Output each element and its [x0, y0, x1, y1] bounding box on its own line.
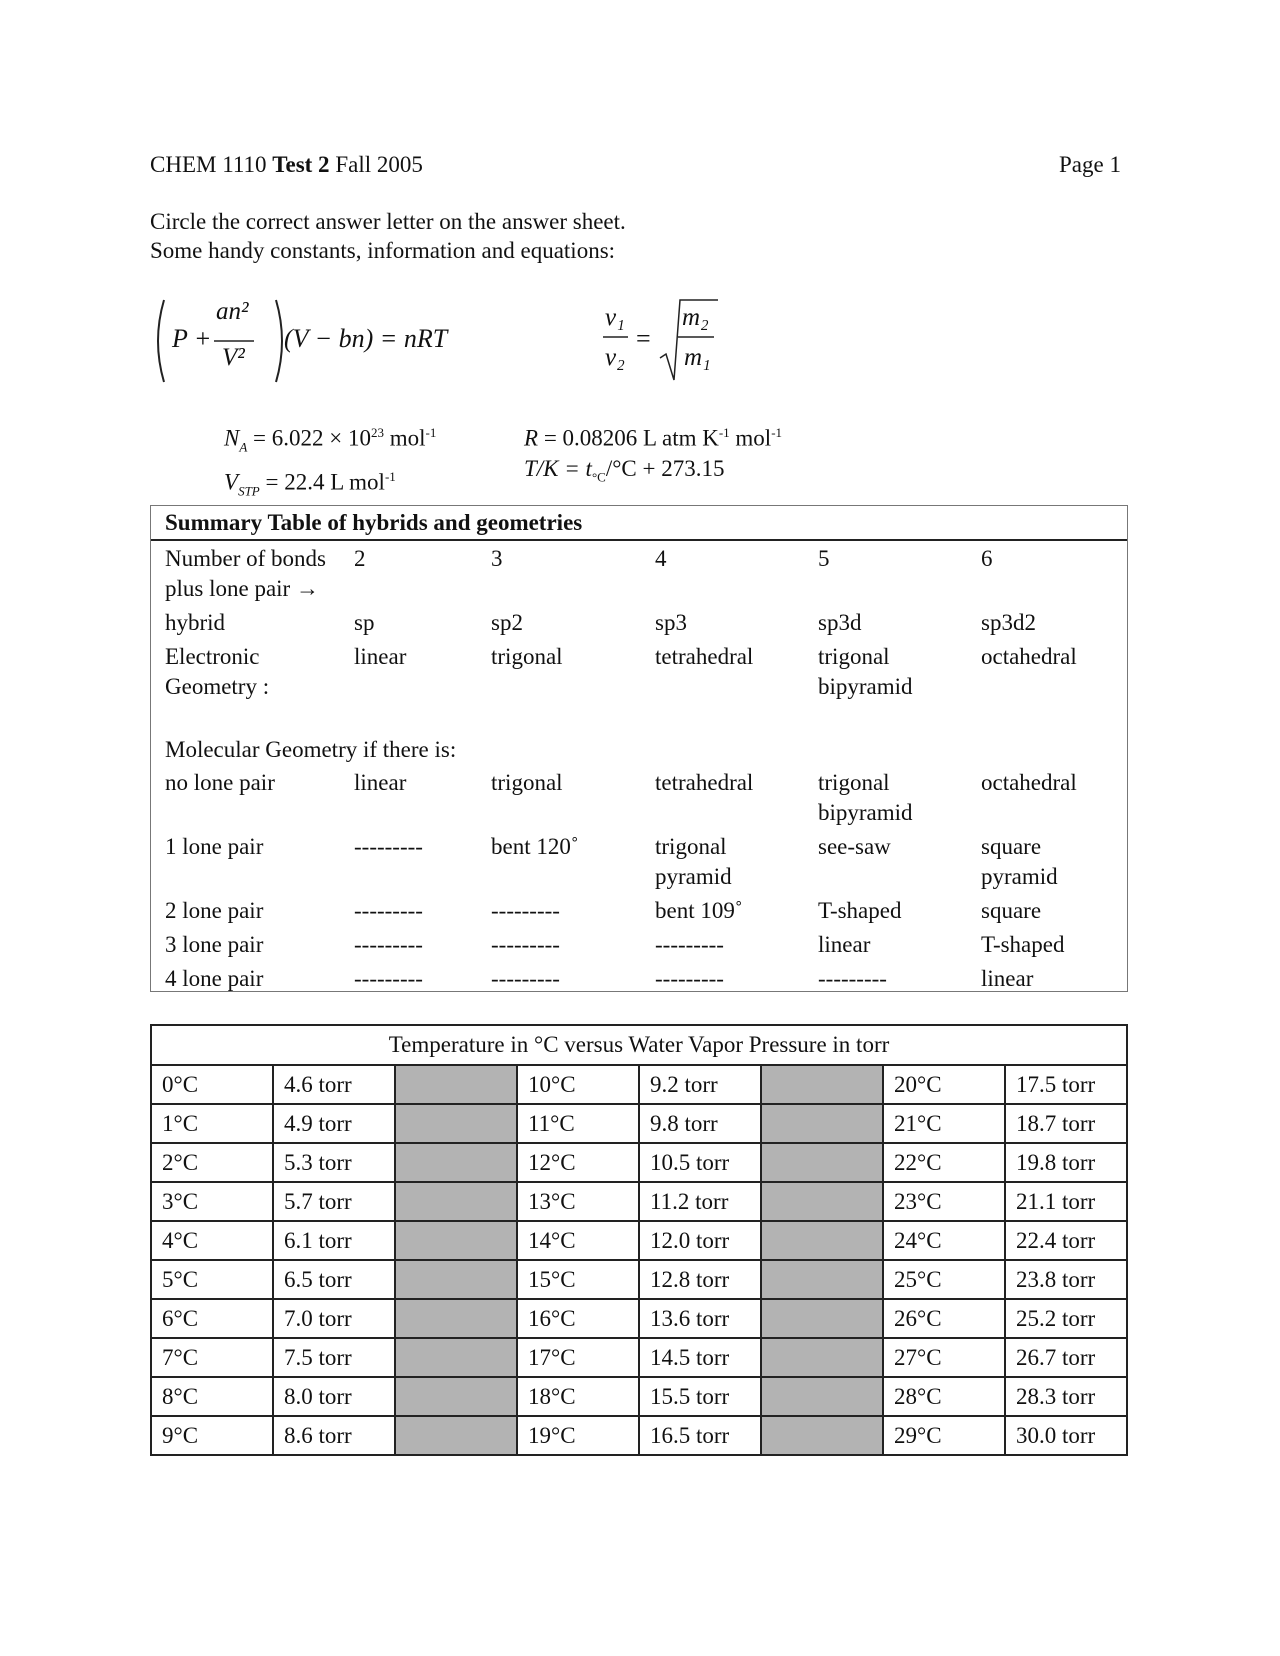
- geometry-cell: trigonal: [491, 770, 563, 795]
- geometry-cell: ---------: [818, 966, 887, 991]
- geometry-cell: see-saw: [818, 834, 891, 859]
- pressure-cell: 19.8 torr: [1005, 1143, 1127, 1182]
- spacer-cell: [395, 1377, 517, 1416]
- geometry-cell: linear: [818, 932, 871, 957]
- constants-right: [524, 418, 782, 492]
- pressure-cell: 13.6 torr: [639, 1299, 761, 1338]
- bonds-3: 3: [491, 546, 503, 571]
- pressure-cell: 12.8 torr: [639, 1260, 761, 1299]
- graham-v1: v₁: [605, 304, 625, 331]
- table-row: [151, 1143, 1127, 1182]
- electronic-2: linear: [354, 644, 407, 669]
- temperature-cell: 15°C: [517, 1260, 639, 1299]
- pressure-cell: 23.8 torr: [1005, 1260, 1127, 1299]
- temperature-conversion: $T/K = t_{^\circ C}/^\circ C + 273.15$: [524, 455, 725, 485]
- table-row: [151, 1260, 1127, 1299]
- pressure-cell: 8.6 torr: [273, 1416, 395, 1455]
- instructions: [150, 207, 626, 265]
- grahams-law-equation: [600, 296, 730, 386]
- vapor-table-title: Temperature in °C versus Water Vapor Pressure in torr: [151, 1025, 1127, 1065]
- summary-table: [150, 505, 1128, 992]
- vdw-rest: (V − bn) = nRT: [284, 324, 448, 353]
- avogadro-constant: $N_A = 6.022 \times 10^{23}$ mol$^{-1}$: [224, 425, 437, 455]
- temperature-cell: 21°C: [883, 1104, 1005, 1143]
- summary-title-rule: [151, 539, 1127, 541]
- spacer-cell: [761, 1104, 883, 1143]
- molecular-heading: Molecular Geometry if there is:: [165, 737, 457, 762]
- table-row: [151, 1416, 1127, 1455]
- temperature-cell: 2°C: [151, 1143, 273, 1182]
- pressure-cell: 28.3 torr: [1005, 1377, 1127, 1416]
- constants-left: [224, 418, 436, 507]
- pressure-cell: 4.9 torr: [273, 1104, 395, 1143]
- pressure-cell: 5.3 torr: [273, 1143, 395, 1182]
- lone-pair-row-label: 3 lone pair: [165, 932, 264, 957]
- spacer-cell: [395, 1416, 517, 1455]
- molar-volume-stp: $V_{STP} = 22.4$ L mol$^{-1}$: [224, 469, 396, 499]
- table-row: [151, 1182, 1127, 1221]
- geometry-cell: linear: [981, 966, 1034, 991]
- vdw-numerator: an²: [216, 298, 249, 325]
- bonds-label-2: plus lone pair →: [165, 576, 319, 601]
- spacer-cell: [395, 1260, 517, 1299]
- electronic-5-extra: bipyramid: [818, 674, 913, 699]
- temperature-cell: 9°C: [151, 1416, 273, 1455]
- pressure-cell: 9.8 torr: [639, 1104, 761, 1143]
- table-row: [151, 1299, 1127, 1338]
- pressure-cell: 6.1 torr: [273, 1221, 395, 1260]
- geometry-cell: ---------: [491, 898, 560, 923]
- temperature-cell: 0°C: [151, 1065, 273, 1104]
- bonds-2: 2: [354, 546, 366, 571]
- pressure-cell: 12.0 torr: [639, 1221, 761, 1260]
- temperature-cell: 17°C: [517, 1338, 639, 1377]
- temperature-cell: 16°C: [517, 1299, 639, 1338]
- vdw-denominator: V²: [222, 344, 245, 371]
- temperature-cell: 12°C: [517, 1143, 639, 1182]
- temperature-cell: 3°C: [151, 1182, 273, 1221]
- spacer-cell: [395, 1065, 517, 1104]
- table-row: [151, 1104, 1127, 1143]
- electronic-6: octahedral: [981, 644, 1077, 669]
- graham-m2: m₂: [682, 304, 709, 331]
- spacer-cell: [761, 1065, 883, 1104]
- spacer-cell: [761, 1143, 883, 1182]
- page-number: Page 1: [1059, 152, 1121, 177]
- pressure-cell: 22.4 torr: [1005, 1221, 1127, 1260]
- lone-pair-row-label: no lone pair: [165, 770, 275, 795]
- pressure-cell: 6.5 torr: [273, 1260, 395, 1299]
- lone-pair-row-label: 1 lone pair: [165, 834, 264, 859]
- hybrid-label: hybrid: [165, 610, 226, 635]
- temperature-cell: 6°C: [151, 1299, 273, 1338]
- temperature-cell: 26°C: [883, 1299, 1005, 1338]
- test-title: Test 2: [272, 152, 330, 177]
- spacer-cell: [395, 1221, 517, 1260]
- table-row: [151, 1377, 1127, 1416]
- lone-pair-row-label: 2 lone pair: [165, 898, 264, 923]
- table-row: [151, 1338, 1127, 1377]
- geometry-cell: ---------: [354, 966, 423, 991]
- spacer-cell: [395, 1299, 517, 1338]
- temperature-cell: 29°C: [883, 1416, 1005, 1455]
- pressure-cell: 18.7 torr: [1005, 1104, 1127, 1143]
- spacer-cell: [395, 1143, 517, 1182]
- vapor-pressure-table: [150, 1024, 1128, 1456]
- geometry-cell: square pyramid: [981, 834, 1058, 889]
- temperature-cell: 18°C: [517, 1377, 639, 1416]
- geometry-cell: bent 109˚: [655, 898, 743, 923]
- temperature-cell: 20°C: [883, 1065, 1005, 1104]
- temperature-cell: 28°C: [883, 1377, 1005, 1416]
- geometry-cell: trigonal bipyramid: [818, 770, 913, 825]
- hybrid-sp3d: sp3d: [818, 610, 862, 635]
- temperature-cell: 19°C: [517, 1416, 639, 1455]
- graham-v2: v₂: [605, 344, 625, 371]
- temperature-cell: 13°C: [517, 1182, 639, 1221]
- geometry-cell: trigonal pyramid: [655, 834, 732, 889]
- pressure-cell: 11.2 torr: [639, 1182, 761, 1221]
- temperature-cell: 14°C: [517, 1221, 639, 1260]
- term: Fall 2005: [335, 152, 423, 177]
- spacer-cell: [761, 1182, 883, 1221]
- spacer-cell: [761, 1416, 883, 1455]
- pressure-cell: 26.7 torr: [1005, 1338, 1127, 1377]
- temperature-cell: 10°C: [517, 1065, 639, 1104]
- electronic-label-2: Geometry :: [165, 674, 270, 699]
- spacer-cell: [761, 1299, 883, 1338]
- instruction-line-1: Circle the correct answer letter on the answer sheet.: [150, 209, 626, 234]
- summary-title: Summary Table of hybrids and geometries: [165, 510, 583, 535]
- pressure-cell: 5.7 torr: [273, 1182, 395, 1221]
- temperature-cell: 7°C: [151, 1338, 273, 1377]
- pressure-cell: 8.0 torr: [273, 1377, 395, 1416]
- geometry-cell: ---------: [655, 932, 724, 957]
- pressure-cell: 7.0 torr: [273, 1299, 395, 1338]
- page-header: [150, 152, 423, 178]
- spacer-cell: [395, 1338, 517, 1377]
- pressure-cell: 30.0 torr: [1005, 1416, 1127, 1455]
- temperature-cell: 4°C: [151, 1221, 273, 1260]
- geometry-cell: ---------: [354, 932, 423, 957]
- hybrid-sp: sp: [354, 610, 375, 635]
- bonds-5: 5: [818, 546, 830, 571]
- geometry-cell: ---------: [655, 966, 724, 991]
- pressure-cell: 25.2 torr: [1005, 1299, 1127, 1338]
- temperature-cell: 27°C: [883, 1338, 1005, 1377]
- course-code: CHEM 1110: [150, 152, 267, 177]
- gas-constant: R = 0.08206 L atm $K^{-1}$ mol$^{-1}$: [524, 425, 783, 451]
- lone-pair-row-label: 4 lone pair: [165, 966, 264, 991]
- geometry-cell: T-shaped: [981, 932, 1065, 957]
- geometry-cell: tetrahedral: [655, 770, 754, 795]
- geometry-cell: square: [981, 898, 1042, 923]
- table-row: [151, 1065, 1127, 1104]
- pressure-cell: 21.1 torr: [1005, 1182, 1127, 1221]
- temperature-cell: 24°C: [883, 1221, 1005, 1260]
- bonds-4: 4: [655, 546, 667, 571]
- geometry-cell: ---------: [354, 834, 423, 859]
- temperature-cell: 5°C: [151, 1260, 273, 1299]
- table-row: [151, 1221, 1127, 1260]
- hybrid-sp3d2: sp3d2: [981, 610, 1036, 635]
- geometry-cell: bent 120˚: [491, 834, 579, 859]
- geometry-cell: octahedral: [981, 770, 1077, 795]
- temperature-cell: 25°C: [883, 1260, 1005, 1299]
- electronic-4: tetrahedral: [655, 644, 754, 669]
- pressure-cell: 15.5 torr: [639, 1377, 761, 1416]
- pressure-cell: 4.6 torr: [273, 1065, 395, 1104]
- geometry-cell: ---------: [354, 898, 423, 923]
- electronic-5: trigonal: [818, 644, 890, 669]
- spacer-cell: [761, 1260, 883, 1299]
- spacer-cell: [395, 1104, 517, 1143]
- pressure-cell: 7.5 torr: [273, 1338, 395, 1377]
- temperature-cell: 8°C: [151, 1377, 273, 1416]
- geometry-cell: ---------: [491, 966, 560, 991]
- temperature-cell: 1°C: [151, 1104, 273, 1143]
- pressure-cell: 14.5 torr: [639, 1338, 761, 1377]
- temperature-cell: 22°C: [883, 1143, 1005, 1182]
- hybrid-sp2: sp2: [491, 610, 523, 635]
- vdw-p-term: P +: [172, 324, 212, 353]
- van-der-waals-equation: [150, 296, 480, 386]
- instruction-line-2: Some handy constants, information and equations:: [150, 238, 616, 263]
- pressure-cell: 16.5 torr: [639, 1416, 761, 1455]
- spacer-cell: [395, 1182, 517, 1221]
- pressure-cell: 17.5 torr: [1005, 1065, 1127, 1104]
- geometry-cell: T-shaped: [818, 898, 902, 923]
- electronic-3: trigonal: [491, 644, 563, 669]
- electronic-label: Electronic: [165, 644, 260, 669]
- graham-equals: =: [636, 324, 651, 353]
- pressure-cell: 9.2 torr: [639, 1065, 761, 1104]
- spacer-cell: [761, 1221, 883, 1260]
- bonds-6: 6: [981, 546, 993, 571]
- spacer-cell: [761, 1377, 883, 1416]
- geometry-cell: linear: [354, 770, 407, 795]
- geometry-cell: ---------: [491, 932, 560, 957]
- hybrid-sp3: sp3: [655, 610, 687, 635]
- graham-m1: m₁: [684, 344, 711, 371]
- vapor-table-body: [151, 1065, 1127, 1455]
- spacer-cell: [761, 1338, 883, 1377]
- temperature-cell: 23°C: [883, 1182, 1005, 1221]
- temperature-cell: 11°C: [517, 1104, 639, 1143]
- pressure-cell: 10.5 torr: [639, 1143, 761, 1182]
- bonds-label: Number of bonds: [165, 546, 326, 571]
